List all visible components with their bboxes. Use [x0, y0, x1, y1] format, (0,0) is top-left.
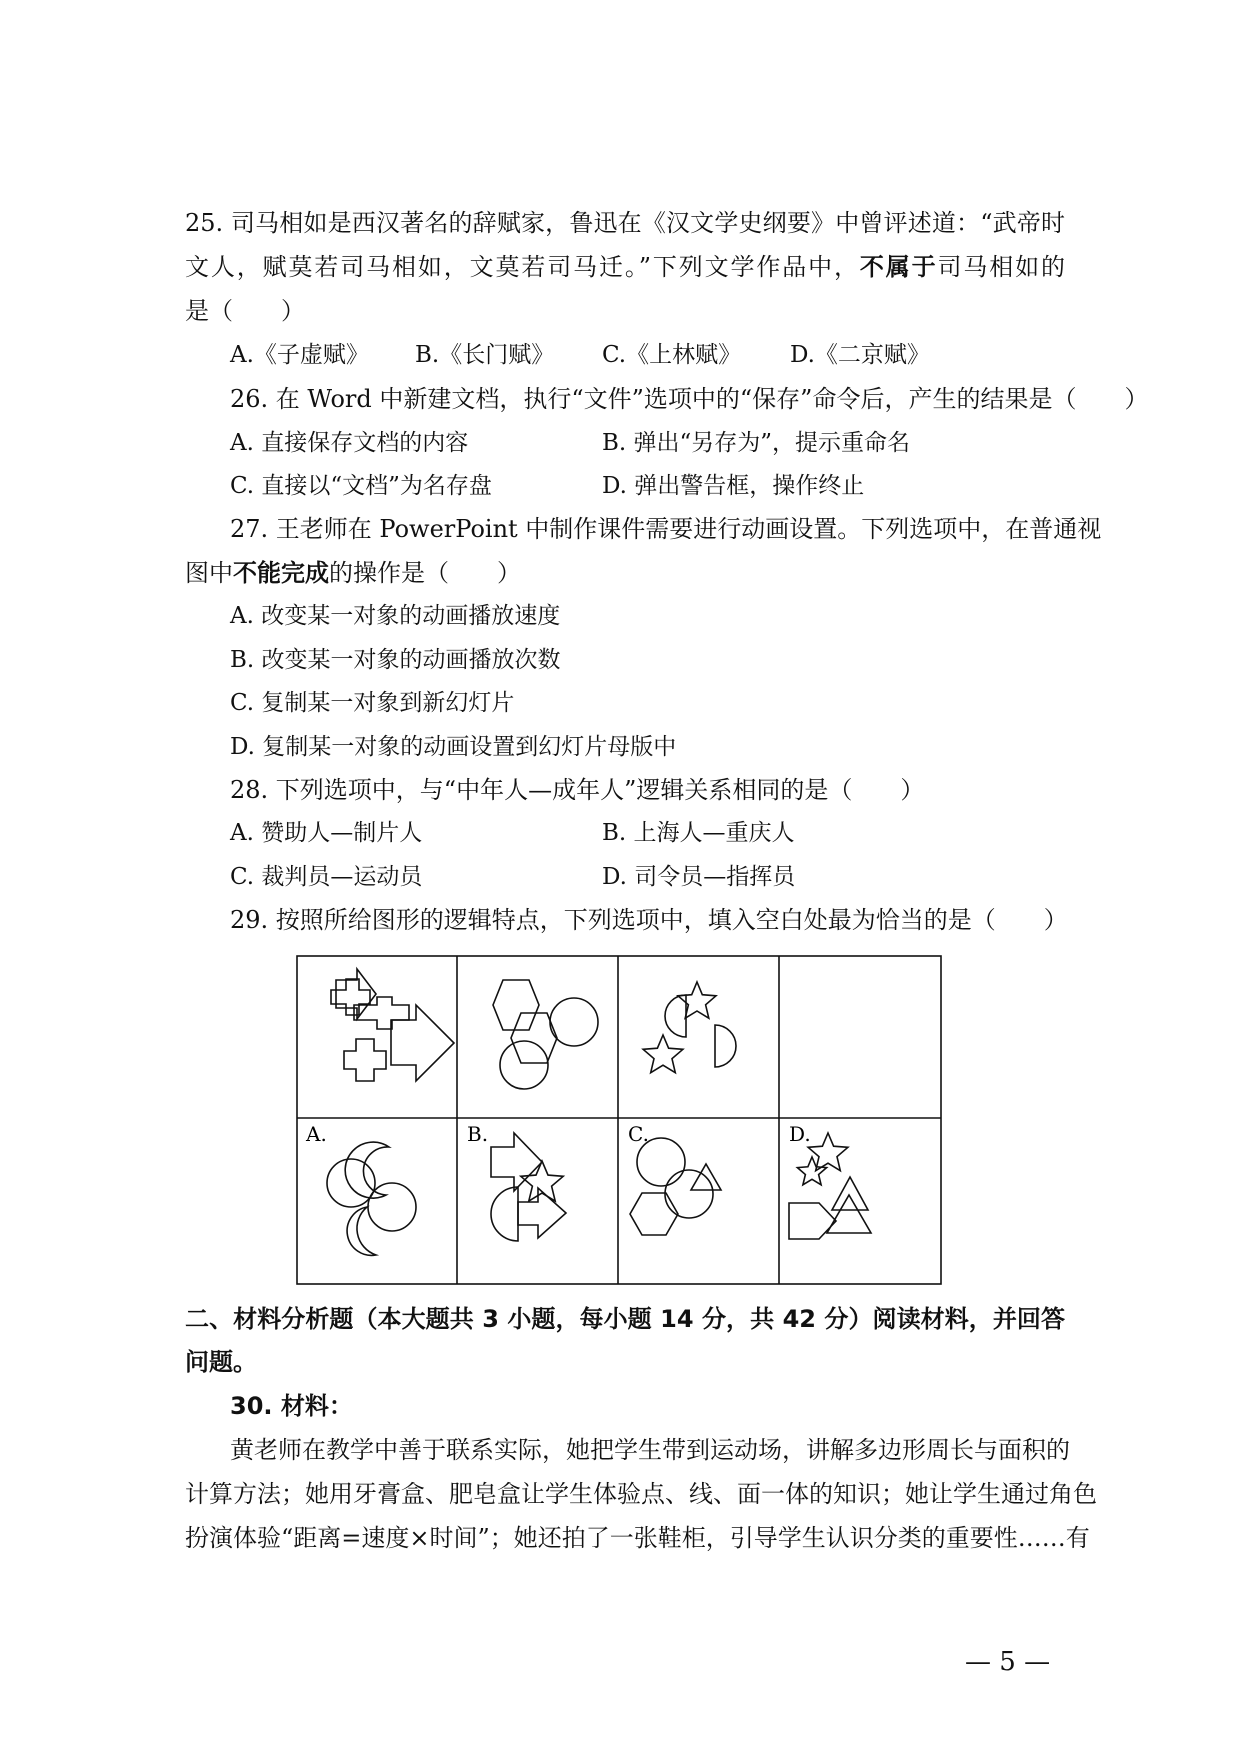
- q30-para-line2: 计算方法；她用牙膏盒、肥皂盒让学生体验点、线、面一体的知识；她让学生通过角色: [185, 1480, 1097, 1508]
- q27-option-c: C. 复制某一对象到新幻灯片: [230, 690, 515, 716]
- cell-3-shapes: [643, 982, 736, 1073]
- star-shape: [808, 1133, 848, 1171]
- cross-shape: [344, 1039, 386, 1081]
- cell-1-shapes: [331, 969, 454, 1081]
- q29-figure-grid: [296, 955, 942, 1285]
- section2-heading-line1: 二、材料分析题（本大题共 3 小题，每小题 14 分，共 42 分）阅读材料，并回答: [185, 1305, 1065, 1333]
- hexagon-shape: [493, 980, 539, 1030]
- q30-title: 30. 材料：: [230, 1392, 353, 1420]
- circle-shape: [665, 1170, 713, 1218]
- q26-option-d: D. 弹出警告框，操作终止: [602, 473, 865, 499]
- crescent-shape: [347, 1207, 376, 1255]
- option-b-shapes: [491, 1133, 566, 1241]
- arrow-shape: [391, 1005, 454, 1081]
- option-a-shapes: [327, 1142, 416, 1255]
- option-b-label: B.: [467, 1122, 489, 1146]
- q25-emphasis: 不属于: [859, 253, 938, 281]
- q28-option-b: B. 上海人—重庆人: [602, 820, 795, 846]
- triangle-shape: [827, 1195, 871, 1233]
- q25-option-b: B.《长门赋》: [415, 342, 555, 368]
- circle-shape: [327, 1159, 375, 1207]
- q30-para-line1: 黄老师在教学中善于联系实际，她把学生带到运动场，讲解多边形周长与面积的: [230, 1436, 1070, 1464]
- q28-option-a: A. 赞助人—制片人: [230, 820, 423, 846]
- option-c-label: C.: [628, 1122, 649, 1146]
- semicircle-shape: [715, 1025, 736, 1067]
- section2-heading-line2: 问题。: [185, 1348, 257, 1376]
- q30-para-line3: 扮演体验“距离=速度×时间”；她还拍了一张鞋柜，引导学生认识分类的重要性……有: [185, 1524, 1090, 1552]
- q25-option-a: A.《子虚赋》: [230, 342, 369, 368]
- q26-option-b: B. 弹出“另存为”，提示重命名: [602, 430, 911, 456]
- q25-option-c: C.《上林赋》: [602, 342, 742, 368]
- circle-shape: [368, 1183, 416, 1231]
- semicircle-shape: [491, 1187, 518, 1241]
- q27-line1: 27. 王老师在 PowerPoint 中制作课件需要进行动画设置。下列选项中，在普通视: [230, 515, 1102, 543]
- option-d-shapes: [789, 1133, 871, 1239]
- q27-line2: 图中不能完成的操作是（ ）: [185, 559, 521, 587]
- star-shape: [521, 1161, 563, 1201]
- option-d-label: D.: [789, 1122, 811, 1146]
- q26-line1: 26. 在 Word 中新建文档，执行“文件”选项中的“保存”命令后，产生的结果是（ ）: [230, 385, 1149, 413]
- triangle-shape: [832, 1177, 868, 1210]
- q25-line2: 文人，赋莫若司马相如，文莫若司马迁。”下列文学作品中，不属于司马相如的: [185, 253, 1065, 281]
- q25-line1: 25. 司马相如是西汉著名的辞赋家，鲁迅在《汉文学史纲要》中曾评述道：“武帝时: [185, 209, 1065, 237]
- circle-shape: [550, 998, 598, 1046]
- q28-line1: 28. 下列选项中，与“中年人—成年人”逻辑关系相同的是（ ）: [230, 776, 925, 804]
- q25-option-d: D.《二京赋》: [790, 342, 930, 368]
- option-a-label: A.: [306, 1122, 327, 1146]
- q26-option-a: A. 直接保存文档的内容: [230, 430, 469, 456]
- q27-option-b: B. 改变某一对象的动画播放次数: [230, 647, 561, 673]
- q28-option-d: D. 司令员—指挥员: [602, 864, 796, 890]
- arrow-shape: [518, 1188, 566, 1238]
- circle-shape: [500, 1041, 548, 1089]
- star-shape: [797, 1157, 826, 1185]
- option-c-shapes: [630, 1138, 721, 1235]
- semicircle-shape: [665, 995, 686, 1037]
- cell-2-shapes: [493, 980, 598, 1089]
- arrow-shape: [491, 1133, 542, 1191]
- page-number: — 5 —: [965, 1647, 1051, 1677]
- q25-line3: 是（ ）: [185, 297, 305, 325]
- q26-option-c: C. 直接以“文档”为名存盘: [230, 473, 492, 499]
- q27-option-a: A. 改变某一对象的动画播放速度: [230, 603, 561, 629]
- crescent-shape: [345, 1142, 389, 1198]
- star-shape: [643, 1035, 683, 1073]
- hexagon-shape: [630, 1193, 678, 1235]
- q28-option-c: C. 裁判员—运动员: [230, 864, 423, 890]
- q27-option-d: D. 复制某一对象的动画设置到幻灯片母版中: [230, 734, 677, 760]
- q29-line1: 29. 按照所给图形的逻辑特点，下列选项中，填入空白处最为恰当的是（ ）: [230, 906, 1068, 934]
- q27-emphasis: 不能完成: [233, 559, 329, 587]
- star-shape: [678, 982, 716, 1018]
